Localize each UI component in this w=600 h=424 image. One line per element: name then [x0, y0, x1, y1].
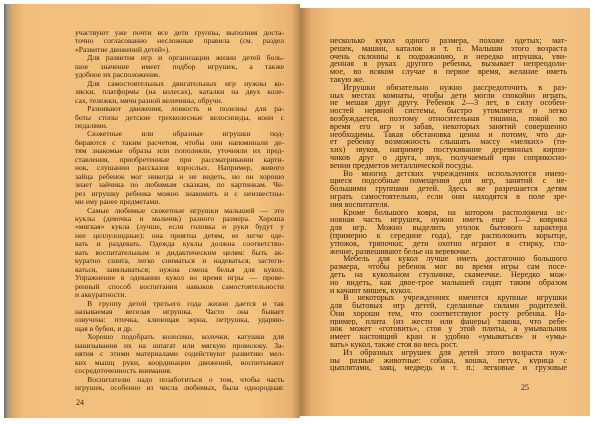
- text-line: Упражнение в одевании кукол во время игры — прове-: [75, 274, 284, 283]
- text-line: знает зайчика по любимым сказкам, по картинкам. Че-: [75, 181, 284, 190]
- text-line: пример, плита (из жести или фанеры) такова, что ребе-: [330, 317, 567, 326]
- text-line: бираются с таким расчетом, чтобы они напоминали де-: [75, 138, 284, 147]
- paragraph: [75, 333, 284, 375]
- text-line: педалями.: [75, 121, 108, 130]
- text-line: жение, развешивают белье на веревочке.: [330, 247, 472, 256]
- text-line: ренный способ воспитания навыков самостоятельности: [75, 282, 284, 291]
- text-line: хих) звуков, например постукивание деревянных кирпи-: [330, 146, 567, 154]
- paragraph: [75, 130, 284, 206]
- text-line: игрушек, особенно из числа любимых, была однородная:: [75, 384, 284, 393]
- paragraph: [330, 349, 567, 372]
- paragraph: [330, 294, 567, 349]
- text-line: озвучена: птичка, клюющая зерна, петрушка, ударяю-: [75, 316, 284, 325]
- text-line: и качают мишек, кукол.: [330, 286, 413, 295]
- text-line: «мягкая» кукла (лучше, если головка и руки будут у: [75, 223, 284, 232]
- text-line: ставления, приобретенные при рассматривании карти-: [75, 155, 284, 164]
- left-page: [4, 4, 300, 418]
- text-line: вать» кукол, также стоя во весь рост.: [330, 341, 458, 349]
- text-line: такую же.: [330, 75, 365, 84]
- text-line: но видеть, как двое-трое малышей сидят таким образом: [330, 278, 567, 287]
- text-line: боты стопы детские трехколесные велосипеды, кони с: [75, 113, 284, 122]
- text-line: играть самостоятельно, если они находятся в поле зре-: [330, 192, 567, 201]
- page-number-left: 24: [76, 398, 84, 407]
- text-line: Из образных игрушек для детей этого возраста нуж-: [343, 348, 567, 357]
- text-line: деть на кукольном стульчике, скамеечке. Нередко мож-: [330, 270, 567, 279]
- paragraph: [330, 255, 567, 294]
- paragraph: [330, 37, 567, 84]
- paragraph: [330, 84, 567, 170]
- text-line: ния воспитателя.: [330, 200, 390, 209]
- text-line: и аккуратности.: [75, 291, 127, 300]
- text-line: вать воспитательным и дидактическим целям: быть ак-: [75, 248, 284, 257]
- text-line: Воспитателю надо позаботиться о том, чтобы часть: [87, 375, 284, 384]
- text-line: для бытовых игр детей, сделанные силами родителей.: [330, 302, 567, 310]
- text-line: нок, слушании рассказов взрослых. Например, живого: [75, 164, 284, 173]
- paragraph: [75, 207, 284, 300]
- text-line: цыплятами, заяц, медведь и т. п.; легковые и грузовые: [330, 364, 567, 373]
- text-line: В группу детей третьего года жизни дается и так: [87, 299, 284, 308]
- text-line: денная в руках другого ребенка, вызывает непреодоли-: [330, 60, 567, 69]
- text-line: Сюжетные или образные игрушки под-: [87, 130, 284, 139]
- paragraph: [75, 80, 284, 105]
- text-line: нанизывания их на шпагат или мягкую проволоку. За-: [75, 341, 284, 350]
- text-line: нок может «готовить», стоя у этой плиты, а умывальник: [330, 325, 567, 334]
- text-line: для игр. Можно выделить уголок бытового характера: [330, 224, 567, 232]
- text-line: Мебель для кукол лучше иметь достаточно большого: [343, 255, 567, 264]
- text-line: вении предметов металлической посуды.: [330, 161, 474, 170]
- page-number-right: 25: [521, 383, 529, 392]
- text-line: сосредоточенность внимания.: [75, 367, 172, 376]
- text-line: Самые любимые сюжетные игрушки малышей — это: [87, 206, 284, 215]
- text-line: нее целлулоидные): она приятна детям, ее легче оде-: [75, 231, 284, 240]
- text-line: Для развития игр и организации жизни детей боль-: [87, 54, 284, 63]
- text-line: зайца ребенок мог никогда и не видеть, но он хорошо: [75, 172, 284, 181]
- text-line: удобное их расположение.: [75, 71, 161, 80]
- text-line: размера, чтобы ребенок мог во время игры сам посе-: [330, 263, 567, 271]
- text-line: точно согласованно несложные правила (см. раздел: [75, 37, 284, 46]
- text-line: ваться, завязываться; нужна смена белья для кукол.: [75, 265, 284, 274]
- text-line: рез игрушку ребенка можно знакомить и с неизвестны-: [75, 189, 284, 198]
- text-line: несколько кукол одного размера, похоже одетых; мат-: [330, 37, 567, 45]
- right-page-text: [330, 37, 567, 372]
- paragraph: [75, 54, 284, 79]
- text-line: ностей нервной системы, быстро утомляется и легко: [330, 107, 567, 115]
- text-line: Для самостоятельных двигательных игр нужны ко-: [87, 79, 284, 88]
- text-line: участвуют уже почти все дети группы, выполняя доста-: [75, 29, 284, 37]
- text-line: возбуждается, поэтому относительная тишина, покой во: [330, 114, 567, 123]
- text-line: щая в бубен, и др.: [75, 324, 133, 333]
- text-line: куратно сшита, легко сниматься и надеваться, застеги-: [75, 257, 284, 266]
- text-line: щиеся подсобные помещения для игр, занятий с не-: [330, 177, 567, 186]
- text-line: вать и раздевать. Одежда куклы должна соответство-: [75, 240, 284, 249]
- text-line: имеет настоящий кран и удобно «умываться» и «умы-: [330, 333, 567, 342]
- text-line: ны разные животные: собака, кошка, петух, курица с: [330, 356, 567, 365]
- text-line: куклы (девочка и мальчик) разного размера. Хороша: [75, 214, 284, 223]
- text-line: ных местах комнаты, чтобы дети могли спокойно играть,: [330, 91, 567, 100]
- text-line: большими группами детей. Здесь же разрешается детям: [330, 185, 567, 193]
- text-line: называемая веселая игрушка. Часто она бывает: [75, 307, 284, 316]
- text-line: «Развитие движений детей»).: [75, 45, 171, 54]
- text-line: ляски, платформы (на колесах), каталки на двух коле-: [75, 88, 284, 97]
- text-line: очень склонны к подражанию, и нередко игрушка, уви-: [330, 52, 567, 61]
- text-line: решек, машин, каталок и т. п. Малыши этого возраста: [330, 44, 567, 53]
- text-line: (примерно к середине года), где расположить корытце,: [330, 231, 567, 240]
- text-line: утюжок, тряпочки; дети охотно играют в стирку, гла-: [330, 239, 567, 248]
- text-line: Они хороши тем, что соответствуют росту ребенка. На-: [330, 309, 567, 318]
- text-line: не мешая друг другу. Ребенок 2—3 лет, в силу особен-: [330, 99, 567, 108]
- right-page: [300, 8, 590, 416]
- paragraph: [330, 209, 567, 256]
- text-line: В некоторых учреждениях имеются крупные игрушки: [343, 294, 567, 303]
- text-line: чиков друг о друга, звук, получаемый при соприкосно-: [330, 153, 567, 162]
- text-line: Во многих детских учреждениях используются имею-: [343, 169, 567, 178]
- text-line: тям знакомые образы или пополняли, уточняли их пред-: [75, 147, 284, 156]
- paragraph: [75, 376, 284, 393]
- text-line: новная часть игрушек, нужно иметь еще 1—2 коврика: [330, 216, 567, 225]
- text-line: необходимы. Такая обстановка ценна и потому, что да-: [330, 130, 567, 139]
- text-line: время его игр и забав, некоторых занятий совершенно: [330, 122, 567, 131]
- text-line: ет ребенку возможность слышать массу «мелких» (ти-: [330, 138, 567, 147]
- text-line: ми ему ранее предметами.: [75, 198, 161, 207]
- text-line: мое, во всяком случае в первое время, желание иметь: [330, 68, 567, 76]
- text-line: Кроме большого ковра, на котором расположена ос-: [343, 208, 567, 217]
- text-line: Хорошо подобрать колесики, колечки, катушки для: [87, 333, 284, 342]
- paragraph: [75, 29, 284, 54]
- text-line: шое значение имеет подбор игрушек, а также: [75, 62, 284, 71]
- left-page-text: [75, 29, 284, 392]
- text-line: Игрушки обязательно нужно рассредоточить в раз-: [343, 83, 567, 92]
- paragraph: [75, 105, 284, 130]
- text-line: сах, тележки, мячи разной величины, обручи.: [75, 96, 223, 105]
- paragraph: [330, 170, 567, 209]
- paragraph: [75, 300, 284, 334]
- text-line: ких мышц руки, координации движений, воспитывают: [75, 358, 284, 367]
- text-line: нятия с этими материалами содействуют развитию мел-: [75, 350, 284, 359]
- text-line: Развивают движения, ловкость и полезны для ра-: [87, 105, 284, 114]
